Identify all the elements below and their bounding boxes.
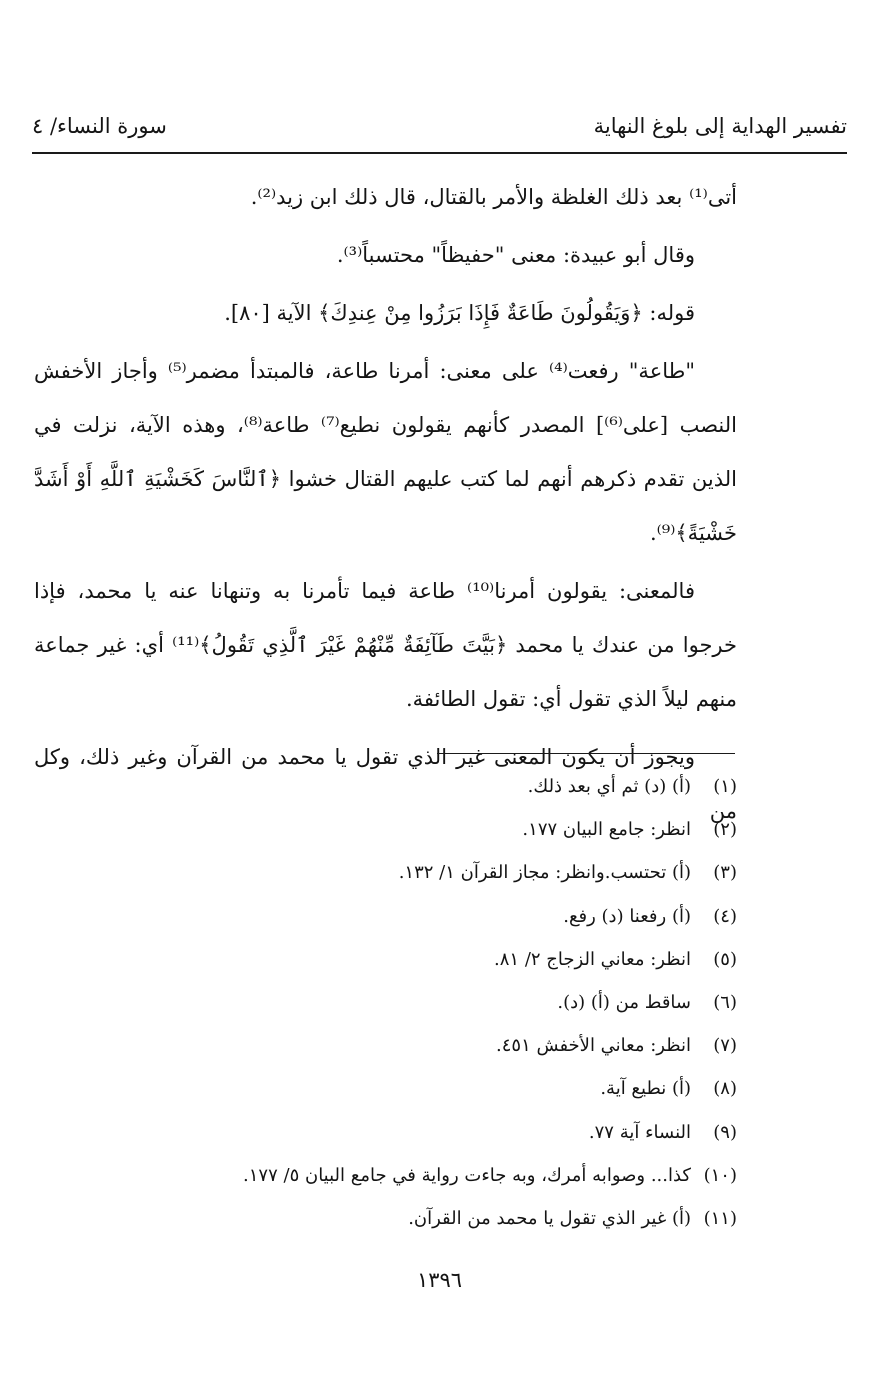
footnote-number: (٥) — [713, 948, 737, 970]
footnote-text: ساقط من (أ) (د). — [557, 991, 691, 1013]
footnote-number: (١) — [713, 776, 737, 797]
footnote-text: (أ) رفعنا (د) رفع. — [563, 905, 691, 927]
footnote — [37, 1122, 737, 1165]
footnote-number: (٢) — [713, 819, 737, 841]
footnote — [37, 1078, 737, 1121]
footnote — [37, 776, 737, 819]
footnote — [37, 906, 737, 949]
footnote — [37, 819, 737, 862]
footnote — [37, 862, 737, 905]
footnote — [37, 1165, 737, 1208]
paragraph: وقال أبو عبيدة: معنى "حفيظاً" محتسباً⁽³⁾. — [336, 243, 695, 267]
running-header — [32, 108, 847, 148]
footnote-text: (أ) غير الذي تقول يا محمد من القرآن. — [408, 1207, 691, 1229]
footnote-text: انظر: جامع البيان ١٧٧. — [522, 819, 691, 841]
footnote-number: (٤) — [713, 905, 737, 927]
paragraph: "طاعة" رفعت⁽⁴⁾ على معنى: أمرنا طاعة، فالمبتدأ مضمر⁽⁵⁾ وأجاز الأخفش النصب [على⁽⁶⁾] المصدر كأنهم يقولون نطيع⁽⁷⁾ طاعة⁽⁸⁾، وهذه الآية، نزلت في الذين تقدم ذكرهم أنهم لما كتب عليهم القتال خشوا ﴿ٱلنَّاسَ كَخَشْيَةِ ٱللَّهِ أَوْ أَشَدَّ خَشْيَةً﴾⁽⁹⁾. — [34, 359, 737, 545]
footnote — [37, 949, 737, 992]
book-title: تفسير الهداية إلى بلوغ النهاية — [593, 114, 847, 138]
footnote-number: (١٠) — [703, 1164, 737, 1186]
footnotes — [37, 776, 737, 1251]
surah-label: سورة النساء/ ٤ — [32, 114, 167, 138]
footnote-text: انظر: معاني الزجاج ٢/ ٨١. — [494, 948, 691, 970]
paragraph: قوله: ﴿وَيَقُولُونَ طَاعَةٌ فَإِذَا بَرَزُوا مِنْ عِندِكَ﴾ الآية [٨٠]. — [224, 301, 695, 325]
footnote-text: النساء آية ٧٧. — [588, 1121, 691, 1143]
footnote-number: (٣) — [713, 862, 737, 884]
footnote-number: (٦) — [713, 991, 737, 1013]
header-divider — [32, 152, 847, 154]
footnote — [37, 992, 737, 1035]
footnote-number: (٩) — [713, 1121, 737, 1143]
paragraph: أتى⁽¹⁾ بعد ذلك الغلظة والأمر بالقتال، قال ذلك ابن زيد⁽²⁾. — [250, 185, 737, 209]
footnote-text: (أ) تحتسب.وانظر: مجاز القرآن ١/ ١٣٢. — [398, 862, 691, 884]
footnote-divider — [437, 753, 735, 754]
page-number: ١٣٩٦ — [416, 1268, 463, 1292]
footnote — [37, 1208, 737, 1251]
footnote-number: (٨) — [713, 1078, 737, 1100]
footnote-text: انظر: معاني الأخفش ٤٥١. — [496, 1035, 691, 1057]
footnote-number: (١١) — [703, 1207, 737, 1229]
footnote-text: (أ) (د) ثم أي بعد ذلك. — [527, 776, 691, 797]
paragraph: فالمعنى: يقولون أمرنا⁽¹⁰⁾ طاعة فيما تأمرنا به وتنهانا عنه يا محمد، فإذا خرجوا من عندك يا محمد ﴿بَيَّتَ طَآئِفَةٌ مِّنْهُمْ غَيْرَ ٱلَّذِي تَقُولُ﴾⁽¹¹⁾ أي: غير جماعة منهم ليلاً الذي تقول أي: تقول الطائفة. — [34, 579, 737, 711]
footnote-text: (أ) نطيع آية. — [600, 1078, 691, 1100]
footnote-number: (٧) — [713, 1035, 737, 1057]
footnote-text: كذا... وصوابه أمرك، وبه جاءت رواية في جامع البيان ٥/ ١٧٧. — [243, 1164, 691, 1186]
footnote — [37, 1035, 737, 1078]
main-text — [34, 170, 737, 842]
paragraph: ويجوز أن يكون المعنى غير الذي تقول يا محمد من القرآن وغير ذلك، وكل من — [34, 745, 737, 823]
